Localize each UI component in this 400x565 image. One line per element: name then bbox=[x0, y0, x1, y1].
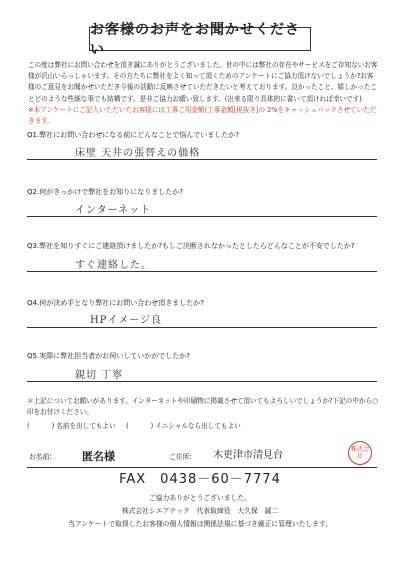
name-label: お名前: bbox=[29, 453, 52, 461]
company-stamp bbox=[348, 441, 372, 465]
fax-number: FAX 0438－60－7774 bbox=[119, 472, 281, 487]
question-3-label: Q3.弊社を知りすぐにご連絡頂けましたか?もしご決断されなかったとしたらどんなことが不安でしたか? bbox=[27, 242, 355, 250]
option-2-label: イニシャルなら出してもよい bbox=[155, 422, 241, 430]
footer-thanks: ご協力ありがとうございました。 bbox=[149, 494, 251, 502]
question-1-label: Q1.弊社にお問い合わせになる前にどんなことで悩んでいましたか? bbox=[27, 131, 239, 139]
option-1-paren-close: ) bbox=[51, 422, 55, 430]
question-4-answer[interactable]: HPイメージ良 bbox=[90, 315, 163, 326]
name-address-row bbox=[27, 445, 377, 468]
intro-paragraph: この度は弊社にお問い合わせを頂き誠にありがとうございました。世の中には弊社の存在やサービスをご存知ないお客様が沢山いらっしゃいます。その方たちに弊社をよく知って頂くためのアンケートにご協力頂けないでしょうか?お客様のご意見をお聞かせいただき今後の活動に反映させていただきたいと考えております。良かったこと、嬉しかったことどのような些細な事でも結構です。是非ご協力お願い致します。(出来る限り具体的に書いて頂ければ幸いです) bbox=[28, 61, 378, 103]
consent-options bbox=[27, 421, 241, 432]
question-5-line bbox=[27, 381, 377, 382]
question-1-answer[interactable]: 床壁 天井の張替えの価格 bbox=[75, 148, 201, 159]
question-4-line bbox=[27, 327, 377, 328]
address-label: ご住所: bbox=[169, 453, 192, 461]
stamp-text: 株式会社 bbox=[350, 446, 369, 460]
footer-privacy: 当アンケートで取得したお客様の個人情報は関係法規に基づき厳正に管理いたします。 bbox=[67, 520, 333, 528]
option-1-paren-open: ( bbox=[27, 422, 30, 430]
option-1-label: 名前を出してもよい bbox=[56, 422, 116, 430]
intro-section bbox=[28, 60, 380, 127]
question-2-answer[interactable]: インターネット bbox=[75, 205, 152, 216]
question-2-line bbox=[27, 216, 377, 217]
address-field[interactable]: 木更津市清見台 bbox=[213, 450, 283, 461]
name-field[interactable]: 匿名様 bbox=[82, 450, 115, 463]
question-5-answer[interactable]: 親切 丁寧 bbox=[75, 370, 124, 381]
page-title: お客様のお声をお聞かせください bbox=[89, 27, 311, 51]
question-2-label: Q2.何がきっかけで弊社をお知りになりましたか? bbox=[27, 188, 183, 196]
question-3-answer[interactable]: すぐ連絡した。 bbox=[75, 260, 152, 271]
option-2-paren-open: ( bbox=[126, 422, 129, 430]
cashback-note: ※本アンケートにご記入いただいたお客様には工事ご用金額(工事金額[税抜き]の 2%をキャッシュバックさせていただきます。 bbox=[28, 105, 377, 126]
option-2-paren-close: ) bbox=[150, 422, 154, 430]
consent-text: ＊上記についてお願いがあります。インターネットや印刷物に掲載させて頂いてもよろしいでしょうか?下記の中から○印をお付けください。 bbox=[27, 397, 378, 416]
question-1-line bbox=[27, 159, 377, 160]
question-4-label: Q4.何が決め手となり弊社にお問い合わせ頂きましたか? bbox=[27, 299, 204, 307]
footer-company: 株式会社シエアテック 代表取締役 大久保 誠二 bbox=[121, 507, 279, 515]
question-5-label: Q5.実際に弊社担当者がお伺いしていかがでしたか? bbox=[27, 352, 190, 360]
question-3-line bbox=[27, 271, 377, 272]
